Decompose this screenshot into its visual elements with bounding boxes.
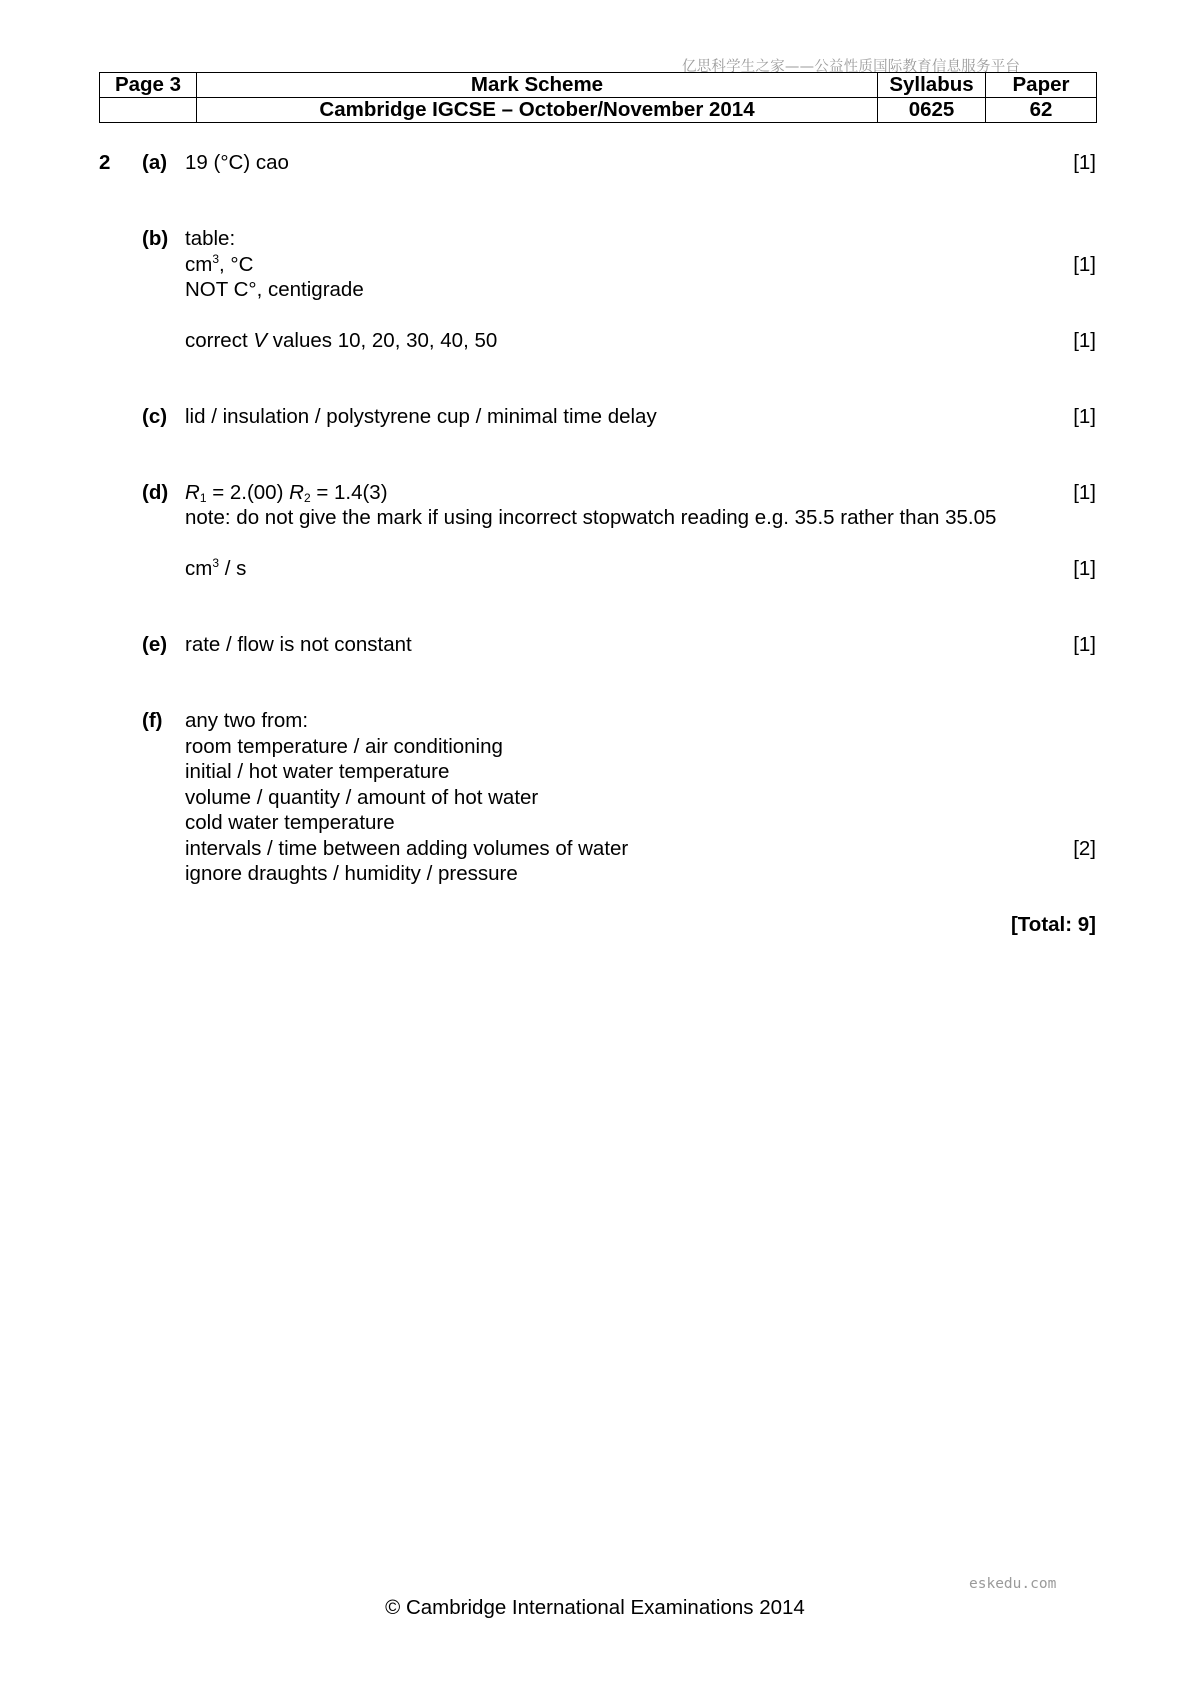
part-d-row-2 [0, 505, 1190, 531]
part-f-label: (f) [142, 709, 163, 732]
header-blank-cell [100, 98, 197, 123]
document-title: Mark Scheme [197, 73, 878, 98]
part-b-row-2 [0, 252, 1190, 278]
part-d-row-3 [0, 556, 1190, 582]
page-number: Page 3 [100, 73, 197, 98]
copyright-footer: © Cambridge International Examinations 2014 [385, 1596, 805, 1619]
question-number: 2 [99, 151, 111, 174]
part-b-label: (b) [142, 227, 169, 250]
part-f-line: ignore draughts / humidity / pressure [185, 862, 518, 885]
part-d-label: (d) [142, 481, 169, 504]
part-d-note: note: do not give the mark if using incorrect stopwatch reading e.g. 35.5 rather than 35.05 [185, 506, 997, 529]
part-f-row-3 [0, 759, 1190, 785]
part-f-row-7 [0, 861, 1190, 887]
watermark-top: 亿思科学生之家——公益性质国际教育信息服务平台 [682, 59, 1021, 75]
part-b-line-3: NOT C°, centigrade [185, 278, 364, 301]
part-a-mark: [1] [1073, 151, 1096, 174]
part-a-answer: 19 (°C) cao [185, 151, 289, 174]
part-e-answer: rate / flow is not constant [185, 633, 412, 656]
part-b-row-1 [0, 226, 1190, 252]
watermark-bottom: eskedu.com [969, 1576, 1057, 1592]
part-f-line: volume / quantity / amount of hot water [185, 786, 539, 809]
part-d-rates: $R_1 = 2.(00) R_2 = 1.4(3)$ [185, 481, 388, 505]
part-f-line: intervals / time between adding volumes of water [185, 837, 629, 860]
part-b-mark-1: [1] [1073, 253, 1096, 276]
part-f-row-2 [0, 734, 1190, 760]
part-c-answer: lid / insulation / polystyrene cup / minimal time delay [185, 405, 657, 428]
part-f-line: any two from: [185, 709, 309, 732]
part-b-row-4 [0, 328, 1190, 354]
part-d-unit: $cm^3$ / s [185, 556, 247, 580]
part-b-line-1: table: [185, 227, 236, 250]
part-d-mark-1: [1] [1073, 481, 1096, 504]
part-b-row-3 [0, 277, 1190, 303]
part-b-units: $cm^3$, °C [185, 252, 254, 276]
part-f-line: room temperature / air conditioning [185, 735, 503, 758]
part-d-mark-2: [1] [1073, 557, 1096, 580]
part-f-line: initial / hot water temperature [185, 760, 450, 783]
total-row [0, 912, 1190, 938]
part-a-label: (a) [142, 151, 168, 174]
question-total: [Total: 9] [1010, 913, 1096, 936]
paper-label: Paper [986, 73, 1097, 98]
part-f-line: cold water temperature [185, 811, 395, 834]
part-f-row-4 [0, 785, 1190, 811]
part-e-mark: [1] [1073, 633, 1096, 656]
part-f-row-5 [0, 810, 1190, 836]
part-b-mark-2: [1] [1073, 329, 1096, 352]
part-c-mark: [1] [1073, 405, 1096, 428]
exam-session: Cambridge IGCSE – October/November 2014 [197, 98, 878, 123]
paper-number: 62 [986, 98, 1097, 123]
question-2a-row [0, 150, 1190, 176]
part-b-volume-values: correct V values 10, 20, 30, 40, 50 [185, 329, 498, 352]
syllabus-code: 0625 [878, 98, 986, 123]
part-e-row [0, 632, 1190, 658]
part-e-label: (e) [142, 633, 168, 656]
part-c-label: (c) [142, 405, 168, 428]
mark-scheme-header [99, 72, 1097, 123]
part-d-row-1 [0, 480, 1190, 506]
part-f-row-1 [0, 708, 1190, 734]
part-c-row [0, 404, 1190, 430]
syllabus-label: Syllabus [878, 73, 986, 98]
part-f-mark: [2] [1073, 837, 1096, 860]
part-f-row-6 [0, 836, 1190, 862]
